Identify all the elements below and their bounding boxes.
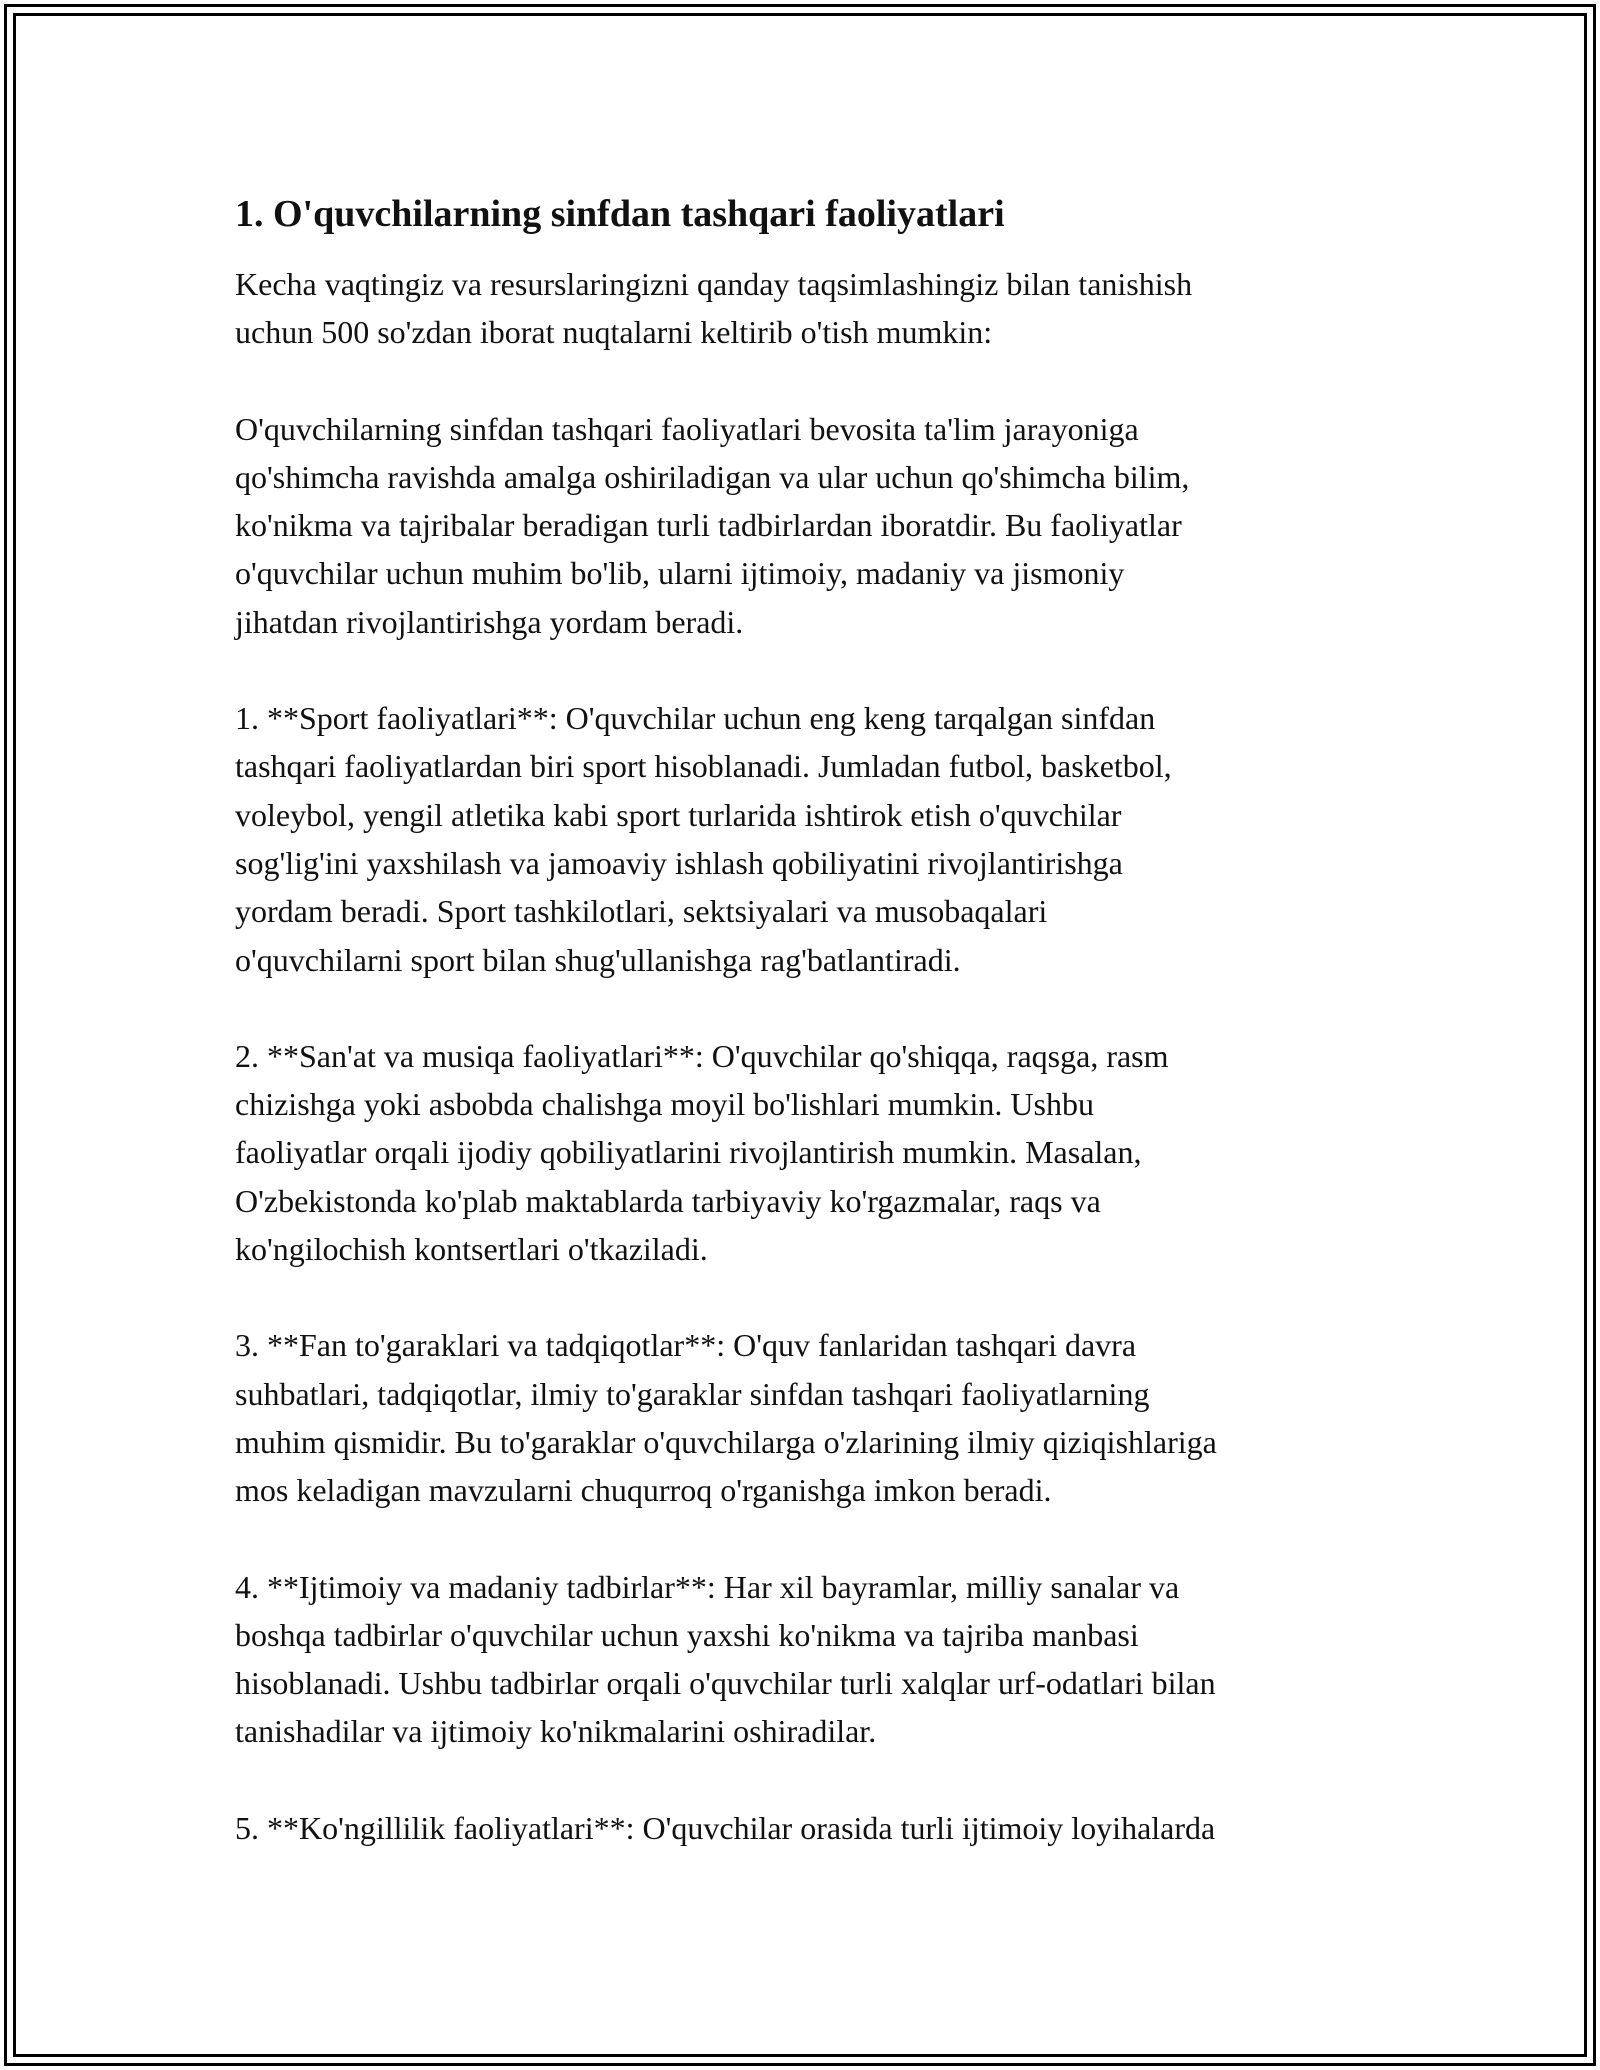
arts-music-paragraph: 2. **San'at va musiqa faoliyatlari**: O'quvchilar qo'shiqqa, raqsga, rasm chizishga yoki asbobda chalishga moyil bo'lishlari mumkin. Ushbu faoliyatlar orqali ijodiy qobiliyatlarini rivojlantirish mumkin. Masalan, O'zbekistonda ko'plab maktablarda tarbiyaviy ko'rgazmalar, raqs va ko'ngilochish kontsertlari o'tkaziladi.	[235, 1037, 1169, 1268]
social-cultural-paragraph: 4. **Ijtimoiy va madaniy tadbirlar**: Har xil bayramlar, milliy sanalar va boshqa tadbirlar o'quvchilar uchun yaxshi ko'nikma va tajriba manbasi hisoblanadi. Ushbu tadbirlar orqali o'quvchilar turli xalqlar urf-odatlari bilan tanishadilar va ijtimoiy ko'nikmalarini oshiradilar.	[235, 1568, 1216, 1750]
document-body	[235, 188, 1385, 1852]
volunteering-paragraph: 5. **Ko'ngillilik faoliyatlari**: O'quvchilar orasida turli ijtimoiy loyihalarda	[235, 1809, 1216, 1846]
section-heading: 1. O'quvchilarning sinfdan tashqari faoliyatlari	[235, 193, 1005, 235]
sport-paragraph: 1. **Sport faoliyatlari**: O'quvchilar uchun eng keng tarqalgan sinfdan tashqari faoliyatlardan biri sport hisoblanadi. Jumladan futbol, basketbol, voleybol, yengil atletika kabi sport turlarida ishtirok etish o'quvchilar sog'lig'ini yaxshilash va jamoaviy ishlash qobiliyatini rivojlantirishga yordam beradi. Sport tashkilotlari, sektsiyalari va musobaqalari o'quvchilarni sport bilan shug'ullanishga rag'batlantiradi.	[235, 700, 1172, 978]
overview-paragraph: O'quvchilarning sinfdan tashqari faoliyatlari bevosita ta'lim jarayoniga qo'shimcha ravishda amalga oshiriladigan va ular uchun qo'shimcha bilim, ko'nikma va tajribalar beradigan turli tadbirlardan iboratdir. Bu faoliyatlar o'quvchilar uchun muhim bo'lib, ularni ijtimoiy, madaniy va jismoniy jihatdan rivojlantirishga yordam beradi.	[235, 410, 1190, 640]
intro-paragraph: Kecha vaqtingiz va resurslaringizni qanday taqsimlashingiz bilan tanishish uchun 500 so'zdan iborat nuqtalarni keltirib o'tish mumkin:	[235, 266, 1193, 351]
science-clubs-paragraph: 3. **Fan to'garaklari va tadqiqotlar**: O'quv fanlaridan tashqari davra suhbatlari, tadqiqotlar, ilmiy to'garaklar sinfdan tashqari faoliyatlarning muhim qismidir. Bu to'garaklar o'quvchilarga o'zlarining ilmiy qiziqishlariga mos keladigan mavzularni chuqurroq o'rganishga imkon beradi.	[235, 1327, 1217, 1509]
